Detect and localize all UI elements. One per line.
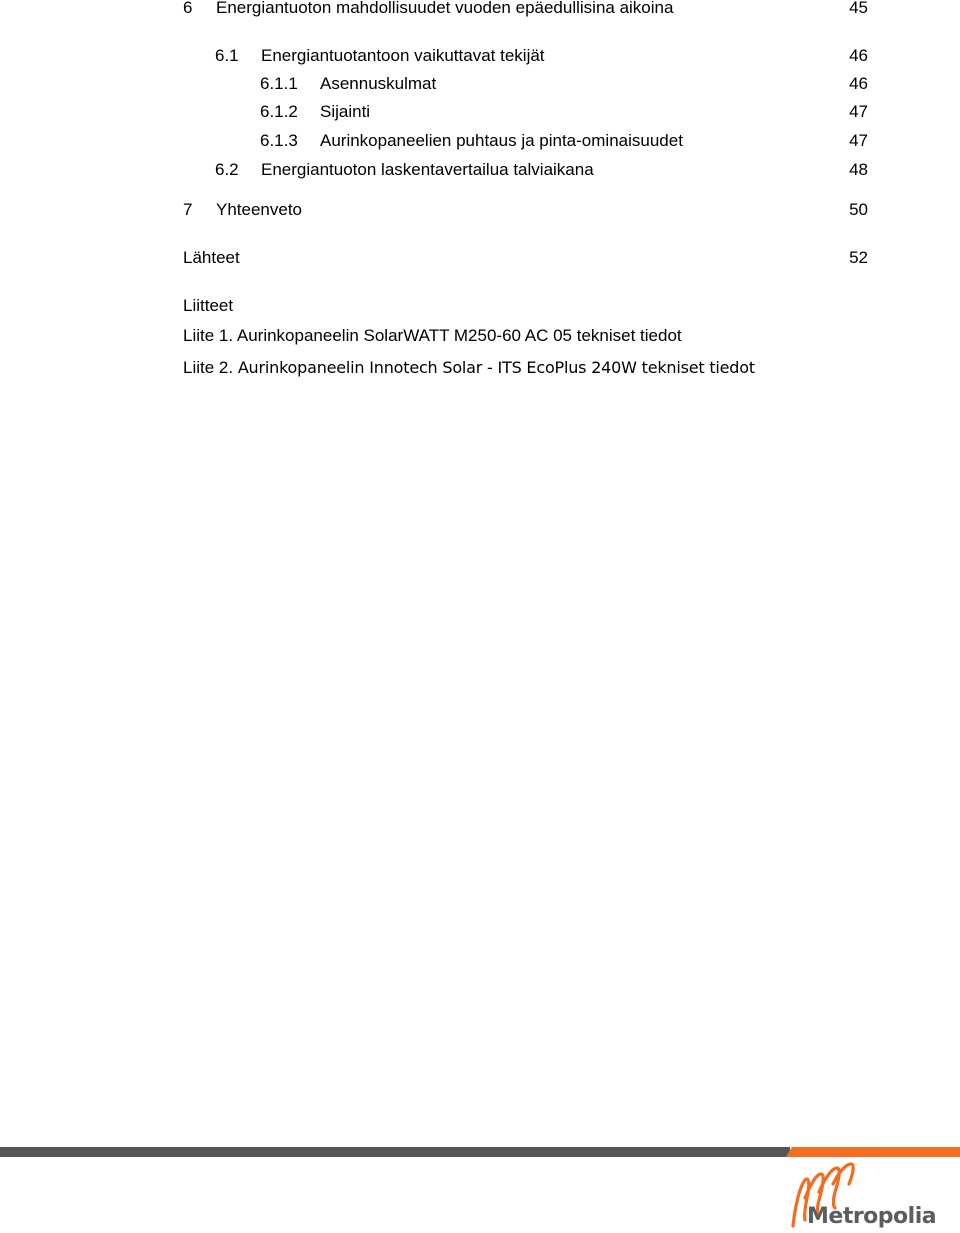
footer-gray-bar	[0, 1147, 790, 1157]
toc-page-number: 46	[849, 74, 868, 93]
toc-page-number: 46	[849, 46, 868, 65]
toc-page-number: 47	[849, 102, 868, 121]
footer-stripe	[0, 1147, 960, 1157]
toc-title: Energiantuoton laskentavertailua talviaikana	[261, 160, 594, 179]
toc-title: Asennuskulmat	[320, 74, 437, 93]
toc-number: 6.1.2	[260, 102, 298, 121]
toc-number: 6.1	[215, 46, 239, 65]
toc-title: Energiantuotantoon vaikuttavat tekijät	[261, 46, 545, 65]
toc-number: 6.1.3	[260, 131, 298, 150]
toc-entry-6-1-2[interactable]	[260, 101, 860, 123]
toc-number: 6.2	[215, 160, 239, 179]
toc-title: Energiantuoton mahdollisuudet vuoden epäedullisina aikoina	[216, 0, 674, 17]
toc-title: Yhteenveto	[216, 200, 303, 219]
toc-number: 6	[183, 0, 193, 17]
appendix-2-title: Aurinkopaneelin Innotech Solar - ITS EcoPlus 240W tekniset tiedot	[237, 358, 755, 377]
appendix-1[interactable]: Liite 1. Aurinkopaneelin SolarWATT M250-60 AC 05 tekniset tiedot	[183, 326, 682, 345]
toc-title: Sijainti	[320, 102, 371, 121]
toc-page-number: 52	[849, 248, 868, 267]
toc-number: 7	[183, 200, 193, 219]
toc-entry-7[interactable]	[183, 199, 883, 221]
toc-entry-6-1[interactable]	[215, 45, 875, 67]
toc-entry-6-2[interactable]	[215, 159, 875, 181]
appendix-2[interactable]	[183, 357, 755, 379]
toc-entry-6-1-1[interactable]	[260, 73, 860, 95]
toc-page-number: 48	[849, 160, 868, 179]
toc-references[interactable]: Lähteet	[183, 248, 240, 267]
footer-orange-bar	[786, 1147, 960, 1157]
toc-page-number: 50	[849, 200, 868, 219]
metropolia-logo-text: Metropolia	[807, 1204, 937, 1229]
toc-number: 6.1.1	[260, 74, 298, 93]
appendices-heading: Liitteet	[183, 296, 234, 315]
toc-entry-6-1-3[interactable]	[260, 130, 860, 152]
toc-page-number: 47	[849, 131, 868, 150]
toc-entry-6[interactable]	[183, 0, 883, 19]
toc-page-number: 45	[849, 0, 868, 17]
appendix-2-prefix: Liite 2.	[183, 358, 238, 377]
toc-title: Aurinkopaneelien puhtaus ja pinta-ominaisuudet	[320, 131, 683, 150]
